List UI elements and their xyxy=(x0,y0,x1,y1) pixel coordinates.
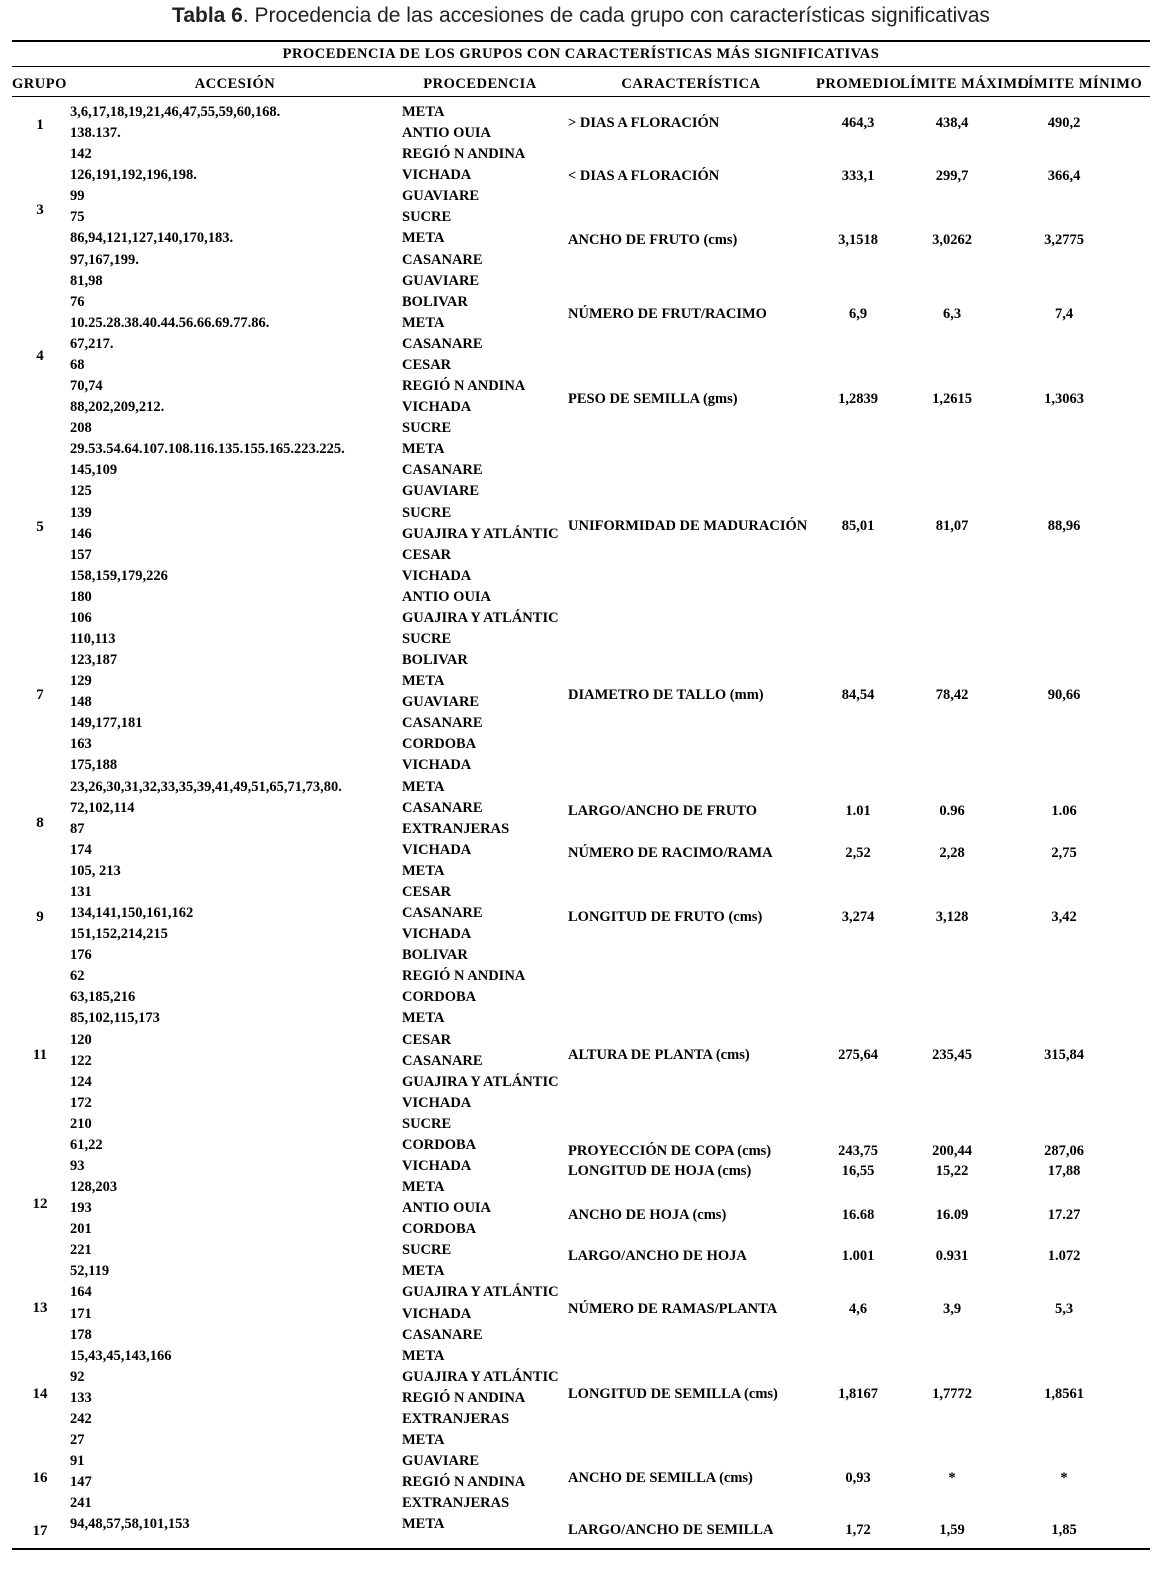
group-number: 17 xyxy=(32,1523,48,1539)
accesion-cell: 126,191,192,196,198. xyxy=(70,167,197,184)
group-number: 4 xyxy=(36,348,44,364)
procedencia-cell: META xyxy=(402,1347,445,1364)
promedio-cell: 3,1518 xyxy=(838,232,878,248)
promedio-cell: 0,93 xyxy=(845,1470,871,1486)
procedencia-cell: ANTIO OUIA xyxy=(402,588,492,605)
accesion-cell: 201 xyxy=(70,1221,92,1238)
procedencia-cell: META xyxy=(402,1432,445,1449)
procedencia-cell: CORDOBA xyxy=(402,1136,477,1153)
accesion-cell: 93 xyxy=(70,1158,85,1174)
procedencia-cell: VICHADA xyxy=(402,1094,472,1111)
super-header: PROCEDENCIA DE LOS GRUPOS CON CARACTERÍSTICAS MÁS SIGNIFICATIVAS xyxy=(282,46,880,62)
caracteristica-cell: ANCHO DE HOJA (cms) xyxy=(568,1207,727,1223)
procedencia-cell: SUCRE xyxy=(402,1115,452,1132)
procedencia-cell: VICHADA xyxy=(402,167,472,184)
procedencia-cell: GUAVIARE xyxy=(402,1453,480,1470)
procedencia-cell: REGIÓ N ANDINA xyxy=(402,1389,526,1406)
accesion-cell: 76 xyxy=(70,293,85,310)
caracteristica-cell: ALTURA DE PLANTA (cms) xyxy=(568,1047,750,1063)
accesion-cell: 72,102,114 xyxy=(70,799,135,816)
accesion-cell: 86,94,121,127,140,170,183. xyxy=(70,230,234,247)
accesion-cell: 120 xyxy=(70,1031,92,1048)
accesion-cell: 67,217. xyxy=(70,335,114,352)
promedio-cell: 16.68 xyxy=(841,1207,875,1223)
procedencia-cell: META xyxy=(402,1263,445,1280)
caracteristica-cell: LARGO/ANCHO DE SEMILLA xyxy=(568,1522,774,1538)
procedencia-cell: CASANARE xyxy=(402,799,483,816)
accesion-cell: 85,102,115,173 xyxy=(70,1010,160,1027)
accesion-cell: 241 xyxy=(70,1495,92,1512)
procedencia-cell: SUCRE xyxy=(402,209,452,226)
procedencia-cell: META xyxy=(402,230,445,247)
procedencia-cell: BOLIVAR xyxy=(402,947,468,964)
limite-minimo-cell: 287,06 xyxy=(1044,1143,1084,1159)
procedencia-cell: META xyxy=(402,862,445,879)
accesion-cell: 175,188 xyxy=(70,757,118,774)
caption-text: . Procedencia de las accesiones de cada grupo con características significativas xyxy=(242,4,990,27)
procedencia-cell: EXTRANJERAS xyxy=(402,1410,510,1427)
procedencia-cell: META xyxy=(402,441,445,458)
procedencia-cell: META xyxy=(402,778,445,795)
accesion-cell: 145,109 xyxy=(70,462,118,479)
procedencia-cell: VICHADA xyxy=(402,841,472,858)
procedencia-cell: CASANARE xyxy=(402,715,483,732)
procedencia-cell: VICHADA xyxy=(402,1305,472,1322)
accesion-cell: 91 xyxy=(70,1453,85,1470)
procedencia-cell: REGIÓ N ANDINA xyxy=(402,146,526,163)
limite-minimo-cell: 5,3 xyxy=(1054,1301,1074,1317)
procedencia-cell: VICHADA xyxy=(402,1158,472,1174)
procedencia-cell: META xyxy=(402,314,445,331)
accesion-cell: 148 xyxy=(70,694,92,711)
procedencia-cell: CASANARE xyxy=(402,251,483,268)
limite-maximo-cell: 0.931 xyxy=(935,1248,969,1264)
caracteristica-cell: NÚMERO DE RAMAS/PLANTA xyxy=(568,1301,778,1317)
promedio-cell: 1.01 xyxy=(845,803,871,819)
limite-maximo-cell: 3,0262 xyxy=(932,232,972,248)
accesion-cell: 87 xyxy=(70,820,85,837)
limite-minimo-cell: 17,88 xyxy=(1047,1163,1081,1179)
procedencia-cell: REGIÓ N ANDINA xyxy=(402,968,526,985)
col-header-caracteristica: CARACTERÍSTICA xyxy=(621,76,761,92)
group-number: 1 xyxy=(36,117,44,133)
limite-minimo-cell: 315,84 xyxy=(1044,1047,1084,1063)
procedencia-cell: GUAJIRA Y ATLÁNTIC xyxy=(402,1284,559,1301)
procedencia-cell: GUAVIARE xyxy=(402,188,480,205)
caracteristica-cell: LARGO/ANCHO DE HOJA xyxy=(568,1248,747,1264)
limite-maximo-cell: 6,3 xyxy=(942,306,962,322)
procedencia-cell: GUAJIRA Y ATLÁNTIC xyxy=(402,1368,559,1385)
caracteristica-cell: ANCHO DE FRUTO (cms) xyxy=(568,232,738,248)
accesion-cell: 172 xyxy=(70,1094,92,1111)
limite-minimo-cell: 366,4 xyxy=(1047,168,1081,184)
limite-minimo-cell: 1,85 xyxy=(1051,1522,1077,1538)
limite-maximo-cell: 3,128 xyxy=(935,909,969,925)
procedencia-cell: VICHADA xyxy=(402,567,472,584)
accesion-cell: 3,6,17,18,19,21,46,47,55,59,60,168. xyxy=(70,104,281,120)
accesion-cell: 63,185,216 xyxy=(70,989,136,1006)
promedio-cell: 1,8167 xyxy=(838,1386,878,1402)
accesion-cell: 157 xyxy=(70,546,92,563)
limite-maximo-cell: 3,9 xyxy=(942,1301,962,1317)
accesion-cell: 133 xyxy=(70,1389,92,1406)
limite-minimo-cell: 490,2 xyxy=(1047,115,1081,131)
accesion-cell: 221 xyxy=(70,1242,92,1259)
procedencia-cell: CESAR xyxy=(402,546,452,563)
accesion-cell: 106 xyxy=(70,609,92,626)
col-header-grupo: GRUPO xyxy=(12,76,67,92)
group-number: 16 xyxy=(32,1470,48,1486)
accesion-cell: 129 xyxy=(70,673,92,690)
accesion-cell: 68 xyxy=(70,356,85,373)
promedio-cell: 243,75 xyxy=(838,1143,878,1159)
group-number: 8 xyxy=(36,815,44,831)
accesion-cell: 124 xyxy=(70,1073,92,1090)
accesion-cell: 158,159,179,226 xyxy=(70,567,168,584)
accesion-cell: 110,113 xyxy=(70,631,116,647)
limite-minimo-cell: 3,42 xyxy=(1051,909,1077,925)
limite-maximo-cell: 235,45 xyxy=(932,1047,972,1063)
limite-maximo-cell: 200,44 xyxy=(932,1143,972,1159)
procedencia-cell: VICHADA xyxy=(402,399,472,416)
procedencia-cell: META xyxy=(402,104,445,120)
col-header-limite-maximo: LÍMITE MÁXIMO xyxy=(900,76,1030,92)
limite-maximo-cell: 1,7772 xyxy=(932,1386,972,1402)
procedencia-cell: META xyxy=(402,673,445,690)
caracteristica-cell: DIAMETRO DE TALLO (mm) xyxy=(568,687,764,703)
procedencia-cell: GUAVIARE xyxy=(402,483,480,500)
limite-maximo-cell: * xyxy=(948,1470,956,1486)
accesion-cell: 123,187 xyxy=(70,652,118,669)
accesion-cell: 193 xyxy=(70,1200,92,1217)
group-number: 12 xyxy=(32,1196,48,1212)
procedencia-cell: SUCRE xyxy=(402,631,452,647)
accesion-cell: 122 xyxy=(70,1052,92,1069)
procedencia-cell: META xyxy=(402,1516,445,1533)
limite-minimo-cell: 1.06 xyxy=(1051,803,1077,819)
procedencia-cell: VICHADA xyxy=(402,757,472,774)
limite-maximo-cell: 299,7 xyxy=(935,168,969,184)
promedio-cell: 333,1 xyxy=(841,168,875,184)
limite-minimo-cell: 2,75 xyxy=(1051,845,1077,861)
limite-minimo-cell: 7,4 xyxy=(1054,306,1074,322)
accesion-cell: 99 xyxy=(70,188,85,205)
group-number: 9 xyxy=(36,909,44,925)
accesion-cell: 149,177,181 xyxy=(70,715,143,732)
procedencia-cell: CESAR xyxy=(402,1031,452,1048)
caracteristica-cell: LONGITUD DE HOJA (cms) xyxy=(568,1163,752,1179)
caracteristica-cell: LARGO/ANCHO DE FRUTO xyxy=(568,803,758,819)
promedio-cell: 84,54 xyxy=(841,687,875,703)
procedencia-cell: BOLIVAR xyxy=(402,293,468,310)
accesion-cell: 242 xyxy=(70,1410,92,1427)
procedencia-cell: META xyxy=(402,1179,445,1196)
promedio-cell: 275,64 xyxy=(838,1047,878,1063)
caracteristica-cell: ANCHO DE SEMILLA (cms) xyxy=(568,1470,753,1486)
accesion-cell: 147 xyxy=(70,1474,92,1491)
caracteristica-cell: UNIFORMIDAD DE MADURACIÓN xyxy=(568,518,808,534)
procedencia-cell: CASANARE xyxy=(402,462,483,479)
promedio-cell: 85,01 xyxy=(841,518,875,534)
limite-maximo-cell: 15,22 xyxy=(935,1163,969,1179)
accesion-cell: 134,141,150,161,162 xyxy=(70,905,194,922)
accesion-cell: 94,48,57,58,101,153 xyxy=(70,1516,190,1533)
procedencia-cell: SUCRE xyxy=(402,420,452,437)
accesion-cell: 23,26,30,31,32,33,35,39,41,49,51,65,71,73,80. xyxy=(70,778,342,795)
caracteristica-cell: NÚMERO DE FRUT/RACIMO xyxy=(568,306,767,322)
procedencia-cell: EXTRANJERAS xyxy=(402,820,510,837)
accesion-cell: 27 xyxy=(70,1432,85,1449)
limite-maximo-cell: 1,59 xyxy=(939,1522,965,1538)
col-header-limite-minimo: LÍMITE MÍNIMO xyxy=(1017,76,1143,92)
promedio-cell: 1,72 xyxy=(845,1522,871,1538)
limite-maximo-cell: 0.96 xyxy=(939,803,965,819)
limite-maximo-cell: 81,07 xyxy=(935,518,969,534)
procedencia-cell: GUAJIRA Y ATLÁNTIC xyxy=(402,1073,559,1090)
limite-maximo-cell: 78,42 xyxy=(935,687,969,703)
accesion-cell: 75 xyxy=(70,209,85,226)
accesion-cell: 142 xyxy=(70,146,92,163)
promedio-cell: 1.001 xyxy=(841,1248,875,1264)
limite-maximo-cell: 438,4 xyxy=(935,115,969,131)
accesion-cell: 128,203 xyxy=(70,1179,118,1196)
procedencia-cell: CESAR xyxy=(402,356,452,373)
accesion-cell: 139 xyxy=(70,504,92,521)
caracteristica-cell: LONGITUD DE SEMILLA (cms) xyxy=(568,1386,778,1402)
accesion-cell: 146 xyxy=(70,525,92,542)
promedio-cell: 1,2839 xyxy=(838,391,878,407)
group-number: 5 xyxy=(36,519,44,535)
accesion-cell: 180 xyxy=(70,588,92,605)
accesion-cell: 88,202,209,212. xyxy=(70,399,165,416)
accesion-cell: 52,119 xyxy=(70,1263,110,1280)
caracteristica-cell: NÚMERO DE RACIMO/RAMA xyxy=(568,845,773,861)
accesion-cell: 178 xyxy=(70,1326,92,1343)
procedencia-cell: REGIÓ N ANDINA xyxy=(402,1474,526,1491)
group-number: 3 xyxy=(36,202,44,218)
limite-minimo-cell: 1,8561 xyxy=(1044,1386,1084,1402)
limite-minimo-cell: 1.072 xyxy=(1047,1248,1081,1264)
procedencia-cell: CORDOBA xyxy=(402,1221,477,1238)
procedencia-cell: EXTRANJERAS xyxy=(402,1495,510,1512)
procedencia-cell: META xyxy=(402,1010,445,1027)
accesion-cell: 131 xyxy=(70,883,92,900)
accesion-cell: 125 xyxy=(70,483,92,500)
col-header-accesion: ACCESIÓN xyxy=(194,76,276,92)
procedencia-cell: GUAJIRA Y ATLÁNTIC xyxy=(402,525,559,542)
caption-label: Tabla 6 xyxy=(172,4,243,27)
limite-minimo-cell: * xyxy=(1060,1470,1068,1486)
procedencia-cell: GUAVIARE xyxy=(402,272,480,289)
accesion-cell: 208 xyxy=(70,420,92,437)
procedencia-cell: GUAVIARE xyxy=(402,694,480,711)
accesion-cell: 171 xyxy=(70,1305,92,1322)
promedio-cell: 464,3 xyxy=(841,115,875,131)
caracteristica-cell: LONGITUD DE FRUTO (cms) xyxy=(568,909,763,925)
accesion-cell: 29.53.54.64.107.108.116.135.155.165.223.225. xyxy=(70,441,345,458)
limite-minimo-cell: 3,2775 xyxy=(1044,232,1084,248)
limite-minimo-cell: 17.27 xyxy=(1047,1207,1081,1223)
procedencia-cell: CESAR xyxy=(402,883,452,900)
accesion-cell: 176 xyxy=(70,947,92,964)
accesion-cell: 174 xyxy=(70,841,92,858)
limite-maximo-cell: 1,2615 xyxy=(932,391,972,407)
procedencia-cell: CASANARE xyxy=(402,905,483,922)
accesion-cell: 210 xyxy=(70,1115,92,1132)
procedencia-cell: CASANARE xyxy=(402,335,483,352)
accesion-cell: 61,22 xyxy=(70,1136,103,1153)
accesion-cell: 62 xyxy=(70,968,85,985)
limite-minimo-cell: 1,3063 xyxy=(1044,391,1084,407)
procedencia-cell: BOLIVAR xyxy=(402,652,468,669)
promedio-cell: 4,6 xyxy=(848,1301,868,1317)
accesion-cell: 15,43,45,143,166 xyxy=(70,1347,172,1364)
procedencia-cell: ANTIO OUIA xyxy=(402,1200,492,1217)
procedencia-cell: VICHADA xyxy=(402,926,472,943)
procedencia-cell: ANTIO OUIA xyxy=(402,125,492,142)
accesion-cell: 164 xyxy=(70,1284,92,1301)
col-header-procedencia: PROCEDENCIA xyxy=(423,76,537,92)
caracteristica-cell: < DIAS A FLORACIÓN xyxy=(568,168,720,184)
promedio-cell: 2,52 xyxy=(845,845,871,861)
promedio-cell: 16,55 xyxy=(841,1163,875,1179)
limite-minimo-cell: 90,66 xyxy=(1047,687,1081,703)
accesion-cell: 81,98 xyxy=(70,272,103,289)
accesion-cell: 97,167,199. xyxy=(70,251,139,268)
limite-maximo-cell: 2,28 xyxy=(939,845,965,861)
accesion-cell: 92 xyxy=(70,1368,85,1385)
accesion-cell: 138.137. xyxy=(70,125,121,142)
caracteristica-cell: > DIAS A FLORACIÓN xyxy=(568,115,720,131)
accesion-cell: 105, 213 xyxy=(70,862,121,879)
limite-maximo-cell: 16.09 xyxy=(935,1207,969,1223)
group-number: 13 xyxy=(32,1300,48,1316)
promedio-cell: 6,9 xyxy=(848,306,868,322)
group-number: 11 xyxy=(32,1047,48,1063)
procedencia-cell: CASANARE xyxy=(402,1326,483,1343)
accesion-cell: 70,74 xyxy=(70,378,103,395)
caracteristica-cell: PESO DE SEMILLA (gms) xyxy=(568,391,738,407)
procedencia-cell: SUCRE xyxy=(402,1242,452,1259)
procedencia-cell: CORDOBA xyxy=(402,736,477,753)
group-number: 7 xyxy=(36,687,44,703)
accesion-cell: 10.25.28.38.40.44.56.66.69.77.86. xyxy=(70,314,270,331)
procedencia-cell: GUAJIRA Y ATLÁNTIC xyxy=(402,609,559,626)
group-number: 14 xyxy=(32,1386,48,1402)
limite-minimo-cell: 88,96 xyxy=(1047,518,1081,534)
procedencia-cell: CORDOBA xyxy=(402,989,477,1006)
accesion-cell: 163 xyxy=(70,736,92,753)
procedencia-cell: SUCRE xyxy=(402,504,452,521)
col-header-promedio: PROMEDIO xyxy=(816,76,902,92)
procedencia-cell: CASANARE xyxy=(402,1052,483,1069)
accesion-cell: 151,152,214,215 xyxy=(70,926,168,943)
promedio-cell: 3,274 xyxy=(841,909,875,925)
procedencia-cell: REGIÓ N ANDINA xyxy=(402,378,526,395)
caracteristica-cell: PROYECCIÓN DE COPA (cms) xyxy=(568,1143,772,1159)
